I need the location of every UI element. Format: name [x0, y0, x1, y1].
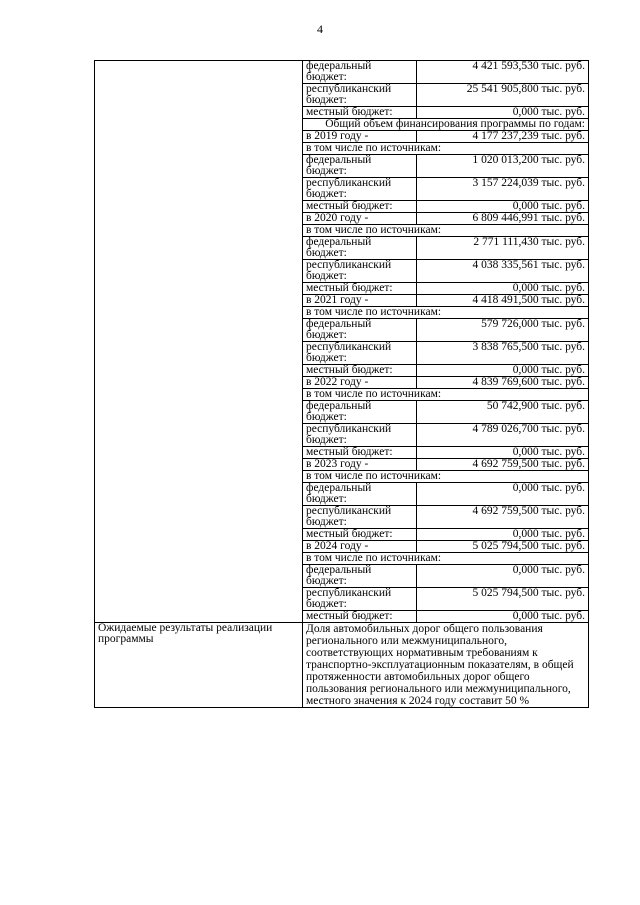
- source-value: 3 838 765,500 тыс. руб.: [417, 342, 589, 365]
- source-label: республиканский бюджет:: [303, 178, 417, 201]
- expected-results-label: Ожидаемые результаты реализации программы: [95, 623, 303, 708]
- expected-results-text: Доля автомобильных дорог общего пользования регионального или межмуниципального, соответствующих нормативным требованиям к транспортно-эксплуатационным показателям, в общей протяженности автомобильных дорог общего пользования регионального или межмуниципального, местного значения к 2024 году составит 50 %: [303, 623, 589, 708]
- source-label: федеральный бюджет:: [303, 401, 417, 424]
- source-value: 3 157 224,039 тыс. руб.: [417, 178, 589, 201]
- source-label: федеральный бюджет:: [303, 237, 417, 260]
- source-label: местный бюджет:: [303, 447, 417, 459]
- source-label: республиканский бюджет:: [303, 588, 417, 611]
- year-total: 4 839 769,600 тыс. руб.: [417, 377, 589, 389]
- year-label: в 2023 году -: [303, 459, 417, 471]
- source-label: республиканский бюджет:: [303, 506, 417, 529]
- year-label: в 2019 году -: [303, 131, 417, 143]
- source-label: местный бюджет:: [303, 283, 417, 295]
- source-label: местный бюджет:: [303, 529, 417, 541]
- source-value: 0,000 тыс. руб.: [417, 611, 589, 623]
- left-empty-cell: [95, 61, 303, 623]
- source-value: 2 771 111,430 тыс. руб.: [417, 237, 589, 260]
- source-value: 0,000 тыс. руб.: [417, 447, 589, 459]
- source-label: федеральный бюджет:: [303, 565, 417, 588]
- source-label: республиканский бюджет:: [303, 260, 417, 283]
- table-row: [95, 61, 589, 84]
- source-value: 4 692 759,500 тыс. руб.: [417, 506, 589, 529]
- year-total: 5 025 794,500 тыс. руб.: [417, 541, 589, 553]
- source-value: 0,000 тыс. руб.: [417, 283, 589, 295]
- source-label: федеральный бюджет:: [303, 61, 417, 84]
- source-label: местный бюджет:: [303, 611, 417, 623]
- source-value: 579 726,000 тыс. руб.: [417, 319, 589, 342]
- source-value: 0,000 тыс. руб.: [417, 483, 589, 506]
- financing-table-body: [95, 61, 589, 708]
- year-total: 4 692 759,500 тыс. руб.: [417, 459, 589, 471]
- source-label: федеральный бюджет:: [303, 483, 417, 506]
- source-value: 0,000 тыс. руб.: [417, 201, 589, 213]
- page-number: 4: [317, 22, 323, 36]
- source-value: 4 789 026,700 тыс. руб.: [417, 424, 589, 447]
- source-label: республиканский бюджет:: [303, 342, 417, 365]
- source-value: 25 541 905,800 тыс. руб.: [417, 84, 589, 107]
- source-label: местный бюджет:: [303, 365, 417, 377]
- source-label: республиканский бюджет:: [303, 84, 417, 107]
- year-label: в 2021 году -: [303, 295, 417, 307]
- source-value: 50 742,900 тыс. руб.: [417, 401, 589, 424]
- year-label: в 2024 году -: [303, 541, 417, 553]
- source-value: 5 025 794,500 тыс. руб.: [417, 588, 589, 611]
- year-total: 4 418 491,500 тыс. руб.: [417, 295, 589, 307]
- source-label: местный бюджет:: [303, 107, 417, 119]
- source-value: 1 020 013,200 тыс. руб.: [417, 155, 589, 178]
- source-value: 0,000 тыс. руб.: [417, 107, 589, 119]
- source-value: 0,000 тыс. руб.: [417, 365, 589, 377]
- source-value: 0,000 тыс. руб.: [417, 565, 589, 588]
- source-label: местный бюджет:: [303, 201, 417, 213]
- source-value: 4 038 335,561 тыс. руб.: [417, 260, 589, 283]
- sources-caption: в том числе по источникам:: [303, 553, 589, 565]
- financing-table: [94, 60, 589, 708]
- source-label: федеральный бюджет:: [303, 319, 417, 342]
- sources-caption: в том числе по источникам:: [303, 389, 589, 401]
- year-total: 4 177 237,239 тыс. руб.: [417, 131, 589, 143]
- source-label: федеральный бюджет:: [303, 155, 417, 178]
- source-label: республиканский бюджет:: [303, 424, 417, 447]
- expected-results-row: [95, 623, 589, 708]
- sources-caption: в том числе по источникам:: [303, 307, 589, 319]
- year-total: 6 809 446,991 тыс. руб.: [417, 213, 589, 225]
- source-value: 0,000 тыс. руб.: [417, 529, 589, 541]
- sources-caption: в том числе по источникам:: [303, 225, 589, 237]
- sources-caption: в том числе по источникам:: [303, 143, 589, 155]
- sources-caption: в том числе по источникам:: [303, 471, 589, 483]
- by-years-title: Общий объем финансирования программы по годам:: [303, 119, 589, 131]
- year-label: в 2020 году -: [303, 213, 417, 225]
- year-label: в 2022 году -: [303, 377, 417, 389]
- source-value: 4 421 593,530 тыс. руб.: [417, 61, 589, 84]
